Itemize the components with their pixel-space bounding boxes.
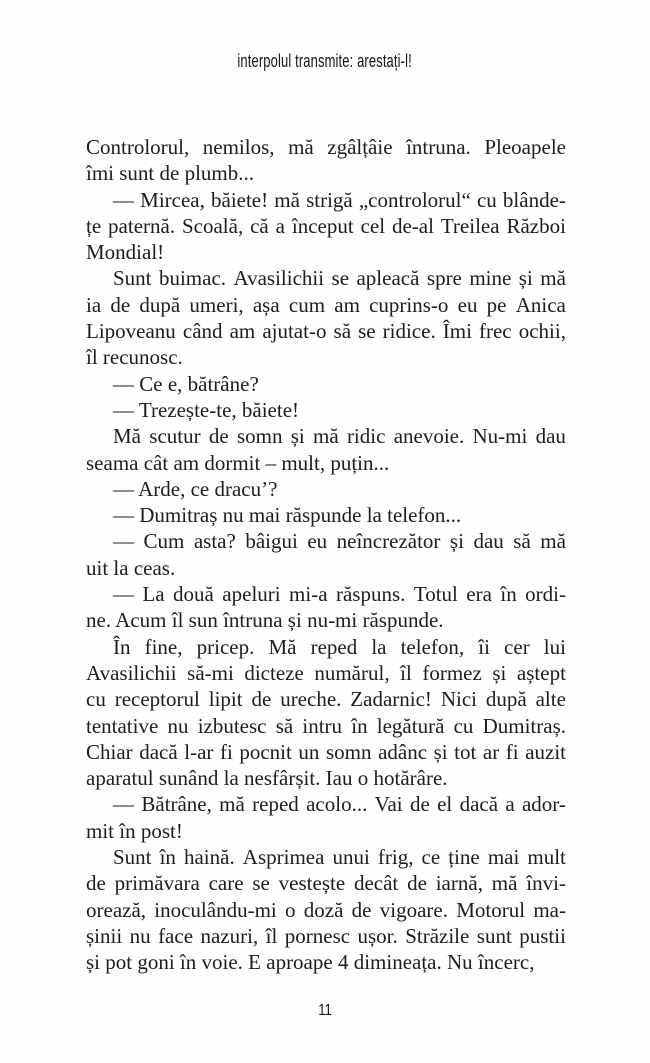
text-line: tentative nu izbutesc să intru în legătură cu Dumitraș. (86, 713, 566, 738)
paragraph (86, 476, 566, 502)
text-line: șinii nu face nazuri, îl pornesc ușor. Străzile sunt pustii (86, 923, 566, 948)
text-line: mit în post! (86, 818, 183, 843)
text-line: Avasilichii să-mi dicteze numărul, îl formez și aștept (86, 660, 566, 685)
running-header-text: interpolul transmite: arestați-l! (237, 50, 413, 71)
paragraph (86, 502, 566, 528)
paragraph (86, 423, 566, 476)
text-line: și pot goni în voie. E aproape 4 dimineața. Nu încerc, (86, 950, 535, 975)
text-line: — Bătrâne, mă reped acolo... Vai de el dacă a ador- (113, 792, 566, 817)
text-line: — Arde, ce dracu’? (113, 476, 278, 501)
paragraph (86, 371, 566, 397)
text-line: ia de după umeri, așa cum am cuprins-o eu pe Anica (86, 292, 566, 317)
text-line: ne. Acum îl sun întruna și nu-mi răspunde. (86, 608, 444, 633)
running-header (0, 50, 650, 72)
paragraph (86, 528, 566, 581)
text-line: — Dumitraș nu mai răspunde la telefon... (113, 503, 462, 528)
text-line: orează, inoculându-mi o doză de vigoare. Motorul ma- (86, 897, 566, 922)
paragraph (86, 791, 566, 844)
text-line: Chiar dacă l-ar fi pocnit un somn adânc și tot ar fi auzit (86, 739, 566, 764)
text-line: cu receptorul lipit de ureche. Zadarnic! Nici după alte (86, 687, 566, 712)
paragraph (86, 187, 566, 266)
text-line: Mondial! (86, 240, 165, 265)
page-number: 11 (318, 1002, 332, 1019)
paragraph (86, 634, 566, 792)
text-line: Controlorul, nemilos, mă zgâlțâie întruna. Pleoapele (86, 135, 566, 159)
text-line: Sunt în haină. Asprimea unui frig, ce ține mai mult (113, 845, 566, 870)
text-line: — Cum asta? bâigui eu neîncrezător și dau să mă (113, 529, 566, 554)
text-line: Mă scutur de somn și mă ridic anevoie. Nu-mi dau (113, 424, 566, 449)
text-line: aparatul sunând la nesfârșit. Iau o hotărâre. (86, 766, 448, 791)
text-line: uit la ceas. (86, 555, 176, 580)
text-line: Sunt buimac. Avasilichii se apleacă spre mine și mă (113, 266, 566, 291)
text-line: Lipoveanu când am ajutat-o să se ridice. Îmi frec ochii, (86, 319, 566, 344)
text-line: — Ce e, bătrâne? (113, 371, 259, 396)
paragraph (86, 265, 566, 370)
text-line: — La două apeluri mi-a răspuns. Totul era în ordi- (113, 582, 566, 607)
text-line: seama cât am dormit – mult, puțin... (86, 450, 390, 475)
paragraph (86, 134, 566, 187)
text-line: de primăvara care se vestește decât de iarnă, mă învi- (86, 871, 566, 896)
text-line: îl recunosc. (86, 345, 183, 370)
text-line: îmi sunt de plumb... (86, 161, 254, 186)
page-footer (0, 1001, 650, 1021)
text-line: țe paternă. Scoală, că a început cel de-al Treilea Război (86, 213, 566, 238)
text-line: — Mircea, băiete! mă strigă „controlorul“ cu blânde- (113, 187, 566, 212)
paragraph (86, 581, 566, 634)
paragraph (86, 844, 566, 975)
paragraph (86, 397, 566, 423)
text-line: În fine, pricep. Mă reped la telefon, îi cer lui (113, 634, 566, 659)
text-block (86, 134, 566, 976)
text-line: — Trezește-te, băiete! (113, 397, 300, 422)
